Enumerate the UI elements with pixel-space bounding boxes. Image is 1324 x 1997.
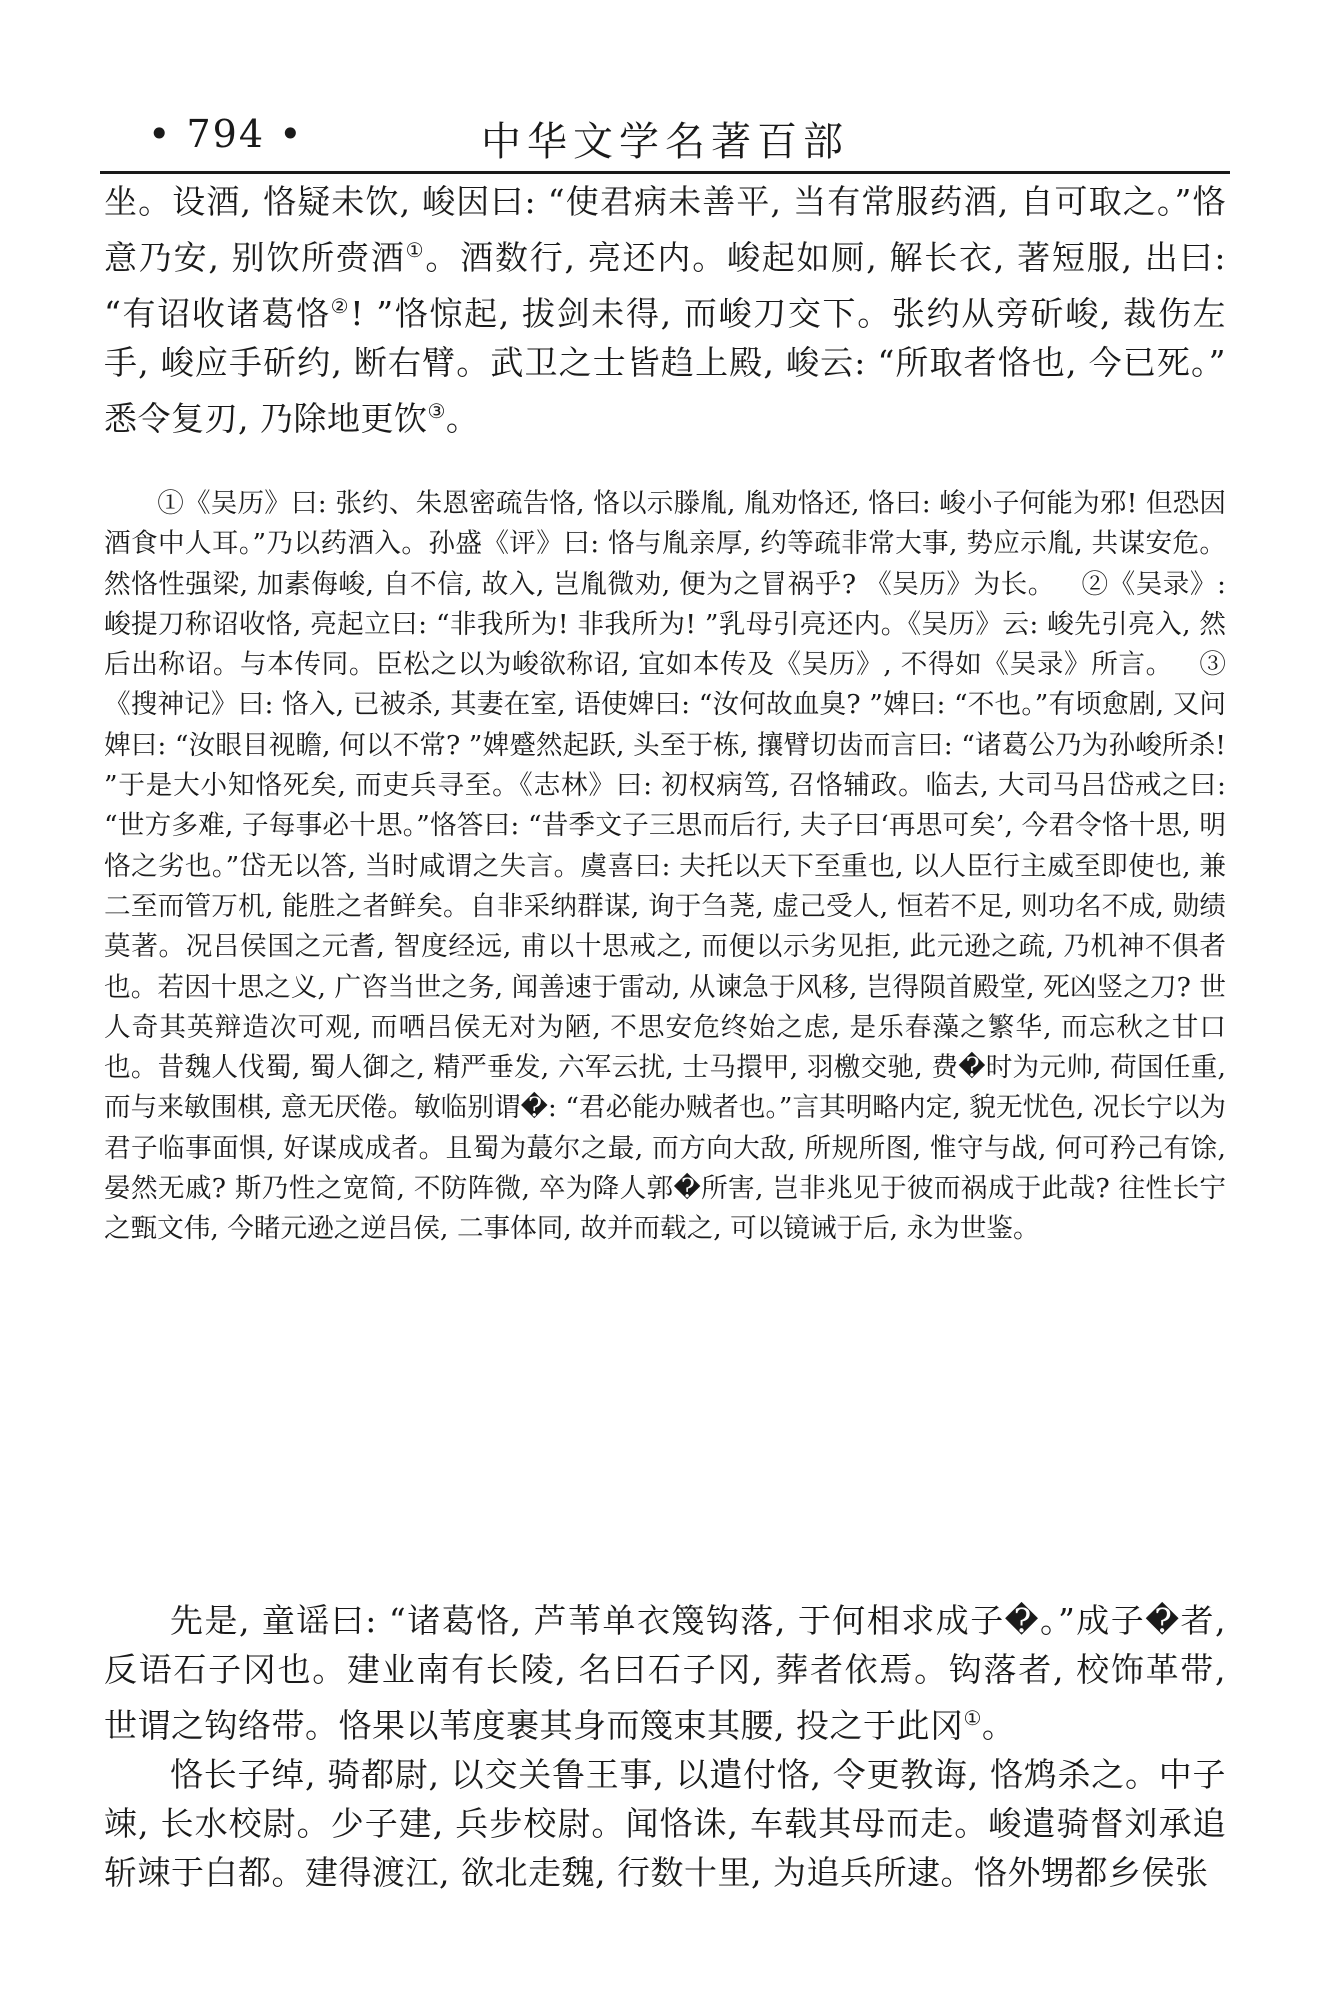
annotation-note-1: ①《吴历》曰: 张约、朱恩密疏告恪, 恪以示滕胤, 胤劝恪还, 恪曰: 峻小子何能为邪! 但恐因酒食中人耳。”乃以药酒入。孙盛《评》曰: 恪与胤亲厚, 约等疏非常大事, 势应示胤, 共谋安危。然恪性强梁, 加素侮峻, 自不信, 故入, 岂胤微劝, 便为之冒祸乎? 《吴历》为长。 [104,488,1226,600]
body-paragraph [104,1596,1226,1750]
annotation-note-2: ②《吴录》: 峻提刀称诏收恪, 亮起立曰: “非我所为! 非我所为! ”乳母引亮还内。《吴历》云: 峻先引亮入, 然后出称诏。与本传同。臣松之以为峻欲称诏, 宜如本传及《吴历》, 不得如《吴录》所言。 [104,568,1226,681]
footnote-marker: ① [405,238,426,262]
annotation-note-3: ③《搜神记》曰: 恪入, 已被杀, 其妻在室, 语使婢曰: “汝何故血臭? ”婢曰: “不也。”有顷愈剧, 又问婢曰: “汝眼目视瞻, 何以不常? ”婢蹙然起跃, 头至于栋, 攘臂切齿而言曰: “诸葛公乃为孙峻所杀! ”于是大小知恪死矣, 而吏兵寻至。《志林》曰: 初权病笃, 召恪辅政。临去, 大司马吕岱戒之曰: “世方多难, 子每事必十思。”恪答曰: “昔季文子三思而后行, 夫子曰‘再思可矣’, 今君令恪十思, 明恪之劣也。”岱无以答, 当时咸谓之失言。虞喜曰: 夫托以天下至重也, 以人臣行主威至即使也, 兼二至而管万机, 能胜之者鲜矣。自非采纳群谋, 询于刍荛, 虚己受人, 恒若不足, 则功名不成, 勋绩莫著。况吕侯国之元耆, 智度经远, 甫以十思戒之, 而便以示劣见拒, 此元逊之疏, 乃机神不俱者也。若因十思之义, 广咨当世之务, 闻善速于雷动, 从谏急于风移, 岂得陨首殿堂, 死凶竖之刀? 世人奇其英辩造次可观, 而哂吕侯无对为陋, 不思安危终始之虑, 是乐春藻之繁华, 而忘秋之甘口也。昔魏人伐蜀, 蜀人御之, 精严垂发, 六军云扰, 士马擐甲, 羽檄交驰, 费�时为元帅, 荷国任重, 而与来敏围棋, 意无厌倦。敏临别谓�: “君必能办贼者也。”言其明略内定, 貌无忧色, 况长宁以为君子临事面惧, 好谋成成者。且蜀为蕞尔之最, 而方向大敌, 所规所图, 惟守与战, 何可矜己有馀, 晏然无戚? 斯乃性之宽简, 不防阵微, 卒为降人郭�所害, 岂非兆见于彼而祸成于此哉? 往性长宁之甄文伟, 今睹元逊之逆吕侯, 二事体同, 故并而载之, 可以镜诫于后, 永为世鉴。 [104,649,1226,1245]
book-title: 中华文学名著百部 [481,119,849,165]
page-header [100,110,1230,172]
text-span: 。酒数行, 亮还内。峻起如厕, 解长衣, 著短服, 出曰: “有诏收诸葛恪 [104,238,1226,333]
footnote-marker: ③ [427,399,446,423]
main-text-bottom [104,1596,1226,1897]
page-number: • 794 • [148,112,304,156]
main-text-top [104,177,1226,443]
text-span: 先是, 童谣曰: “诸葛恪, 芦苇单衣篾钩落, 于何相求成子�。”成子�者, 反语石子冈也。建业南有长陵, 名曰石子冈, 葬者依焉。钩落者, 校饰革带, 世谓之钩络带。恪果以苇度裹其身而篾束其腰, 投之于此冈 [104,1601,1226,1745]
footnote-marker: ② [330,294,351,318]
header-rule [100,171,1230,174]
body-paragraph [104,177,1226,443]
footnote-marker: ① [963,1706,982,1730]
text-span: 。 [981,1706,1016,1745]
text-span: ! ”恪惊起, 拔剑未得, 而峻刀交下。张约从旁斫峻, 裁伤左手, 峻应手斫约, 断右臂。武卫之士皆趋上殿, 峻云: “所取者恪也, 今已死。” 悉令复刃, 乃除地更饮 [104,294,1227,438]
annotation-block [104,484,1226,1250]
annotation-paragraph [104,484,1226,1250]
body-paragraph: 恪长子绰, 骑都尉, 以交关鲁王事, 以遣付恪, 令更教诲, 恪鸩杀之。中子竦, 长水校尉。少子建, 兵步校尉。闻恪诛, 车载其母而走。峻遣骑督刘承追斩竦于白都。建得渡江, 欲北走魏, 行数十里, 为追兵所逮。恪外甥都乡侯张 [104,1755,1226,1892]
text-span: 坐。设酒, 恪疑未饮, 峻因曰: “使君病未善平, 当有常服药酒, 自可取之。”恪意乃安, 别饮所赍酒 [104,182,1226,277]
text-span: 。 [445,399,480,438]
